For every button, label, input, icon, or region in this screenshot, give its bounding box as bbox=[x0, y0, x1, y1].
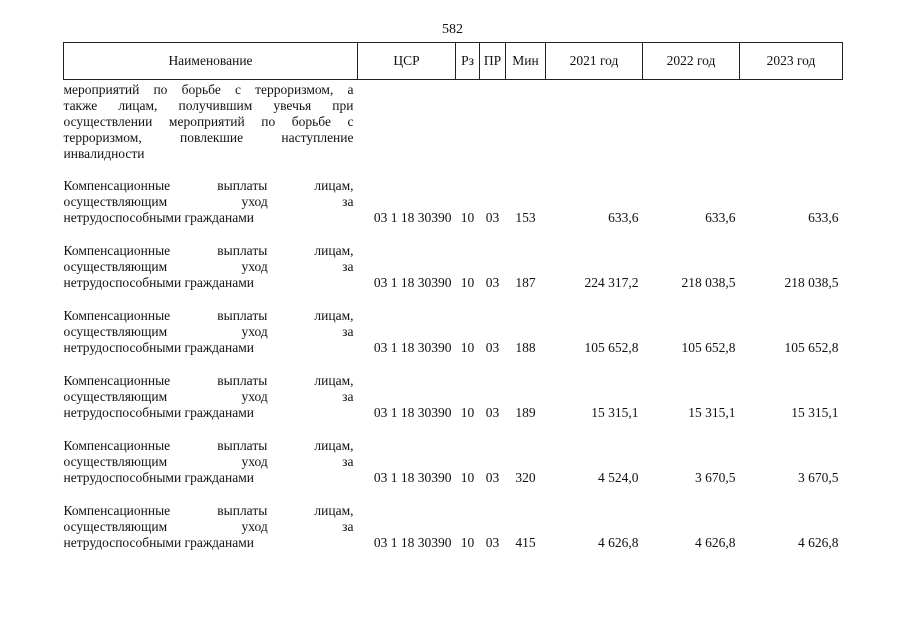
row-2022: 218 038,5 bbox=[681, 275, 736, 290]
continuation-row bbox=[64, 80, 843, 163]
row-2023: 633,6 bbox=[808, 210, 839, 225]
row-rz: 10 bbox=[460, 275, 475, 290]
row-2021: 4 524,0 bbox=[598, 470, 639, 485]
row-name-line: осуществляющим уход за bbox=[63, 519, 354, 534]
row-csr: 03 1 18 30390 bbox=[373, 210, 452, 225]
table-row bbox=[64, 373, 843, 422]
row-name bbox=[64, 503, 358, 552]
row-rz: 10 bbox=[460, 470, 475, 485]
row-pr: 03 bbox=[485, 275, 500, 290]
row-min: 320 bbox=[515, 470, 536, 485]
row-rz: 10 bbox=[460, 340, 475, 355]
row-spacer bbox=[64, 292, 843, 308]
row-pr: 03 bbox=[485, 210, 500, 225]
row-name-line: осуществляющим уход за bbox=[63, 324, 354, 339]
table-row bbox=[64, 308, 843, 357]
row-name bbox=[64, 308, 358, 357]
row-name-line: Компенсационные выплаты лицам, bbox=[63, 373, 354, 388]
row-name bbox=[64, 438, 358, 487]
row-spacer bbox=[64, 227, 843, 243]
row-rz: 10 bbox=[460, 535, 475, 550]
row-rz: 10 bbox=[460, 210, 475, 225]
row-rz: 10 bbox=[460, 405, 475, 420]
row-name-line: нетрудоспособными гражданами bbox=[63, 275, 255, 290]
row-spacer bbox=[64, 162, 843, 178]
row-2021: 105 652,8 bbox=[584, 340, 639, 355]
row-2023: 218 038,5 bbox=[784, 275, 839, 290]
row-spacer bbox=[64, 422, 843, 438]
budget-table bbox=[63, 42, 843, 552]
row-2023: 3 670,5 bbox=[798, 470, 839, 485]
header-csr: ЦСР bbox=[358, 43, 456, 80]
row-name-line: Компенсационные выплаты лицам, bbox=[63, 503, 354, 518]
row-2023: 105 652,8 bbox=[784, 340, 839, 355]
continuation-line: инвалидности bbox=[63, 146, 145, 161]
row-name-line: осуществляющим уход за bbox=[63, 259, 354, 274]
row-name-line: Компенсационные выплаты лицам, bbox=[63, 308, 354, 323]
continuation-line: осуществлении мероприятий по борьбе с bbox=[63, 114, 354, 129]
row-2022: 3 670,5 bbox=[695, 470, 736, 485]
row-name-line: Компенсационные выплаты лицам, bbox=[63, 438, 354, 453]
row-2022: 633,6 bbox=[705, 210, 736, 225]
row-pr: 03 bbox=[485, 470, 500, 485]
row-2021: 15 315,1 bbox=[591, 405, 639, 420]
header-pr: ПР bbox=[480, 43, 506, 80]
row-2021: 4 626,8 bbox=[598, 535, 639, 550]
row-csr: 03 1 18 30390 bbox=[373, 535, 452, 550]
row-2023: 4 626,8 bbox=[798, 535, 839, 550]
row-name bbox=[64, 373, 358, 422]
continuation-line: также лицам, получившим увечья при bbox=[63, 98, 354, 113]
row-name bbox=[64, 243, 358, 292]
table-row bbox=[64, 178, 843, 227]
row-csr: 03 1 18 30390 bbox=[373, 340, 452, 355]
page-number: 582 bbox=[442, 22, 463, 37]
header-name: Наименование bbox=[64, 43, 358, 80]
row-name-line: осуществляющим уход за bbox=[63, 389, 354, 404]
row-min: 415 bbox=[515, 535, 536, 550]
row-csr: 03 1 18 30390 bbox=[373, 275, 452, 290]
row-2021: 224 317,2 bbox=[584, 275, 639, 290]
header-min: Мин bbox=[506, 43, 546, 80]
row-min: 189 bbox=[515, 405, 536, 420]
header-2023: 2023 год bbox=[740, 43, 843, 80]
row-name-line: Компенсационные выплаты лицам, bbox=[63, 243, 354, 258]
row-2022: 4 626,8 bbox=[695, 535, 736, 550]
row-name-line: Компенсационные выплаты лицам, bbox=[63, 178, 354, 193]
row-min: 153 bbox=[515, 210, 536, 225]
row-name-line: нетрудоспособными гражданами bbox=[63, 470, 255, 485]
header-2021: 2021 год bbox=[546, 43, 643, 80]
header-rz: Рз bbox=[456, 43, 480, 80]
row-name-line: осуществляющим уход за bbox=[63, 454, 354, 469]
row-name bbox=[64, 178, 358, 227]
row-min: 188 bbox=[515, 340, 536, 355]
row-pr: 03 bbox=[485, 405, 500, 420]
table-header-row bbox=[64, 43, 843, 80]
row-min: 187 bbox=[515, 275, 536, 290]
table-row bbox=[64, 503, 843, 552]
row-name-line: нетрудоспособными гражданами bbox=[63, 340, 255, 355]
table-row bbox=[64, 243, 843, 292]
row-name-line: нетрудоспособными гражданами bbox=[63, 535, 255, 550]
continuation-line: терроризмом, повлекшие наступление bbox=[63, 130, 354, 145]
row-name-line: осуществляющим уход за bbox=[63, 194, 354, 209]
row-csr: 03 1 18 30390 bbox=[373, 470, 452, 485]
row-name-line: нетрудоспособными гражданами bbox=[63, 210, 255, 225]
continuation-line: мероприятий по борьбе с терроризмом, а bbox=[63, 82, 354, 97]
row-2023: 15 315,1 bbox=[791, 405, 839, 420]
row-pr: 03 bbox=[485, 535, 500, 550]
table-row bbox=[64, 438, 843, 487]
row-csr: 03 1 18 30390 bbox=[373, 405, 452, 420]
row-spacer bbox=[64, 357, 843, 373]
row-spacer bbox=[64, 487, 843, 503]
continuation-text bbox=[64, 80, 358, 163]
row-name-line: нетрудоспособными гражданами bbox=[63, 405, 255, 420]
row-2022: 105 652,8 bbox=[681, 340, 736, 355]
header-2022: 2022 год bbox=[643, 43, 740, 80]
row-pr: 03 bbox=[485, 340, 500, 355]
row-2021: 633,6 bbox=[608, 210, 639, 225]
row-2022: 15 315,1 bbox=[688, 405, 736, 420]
